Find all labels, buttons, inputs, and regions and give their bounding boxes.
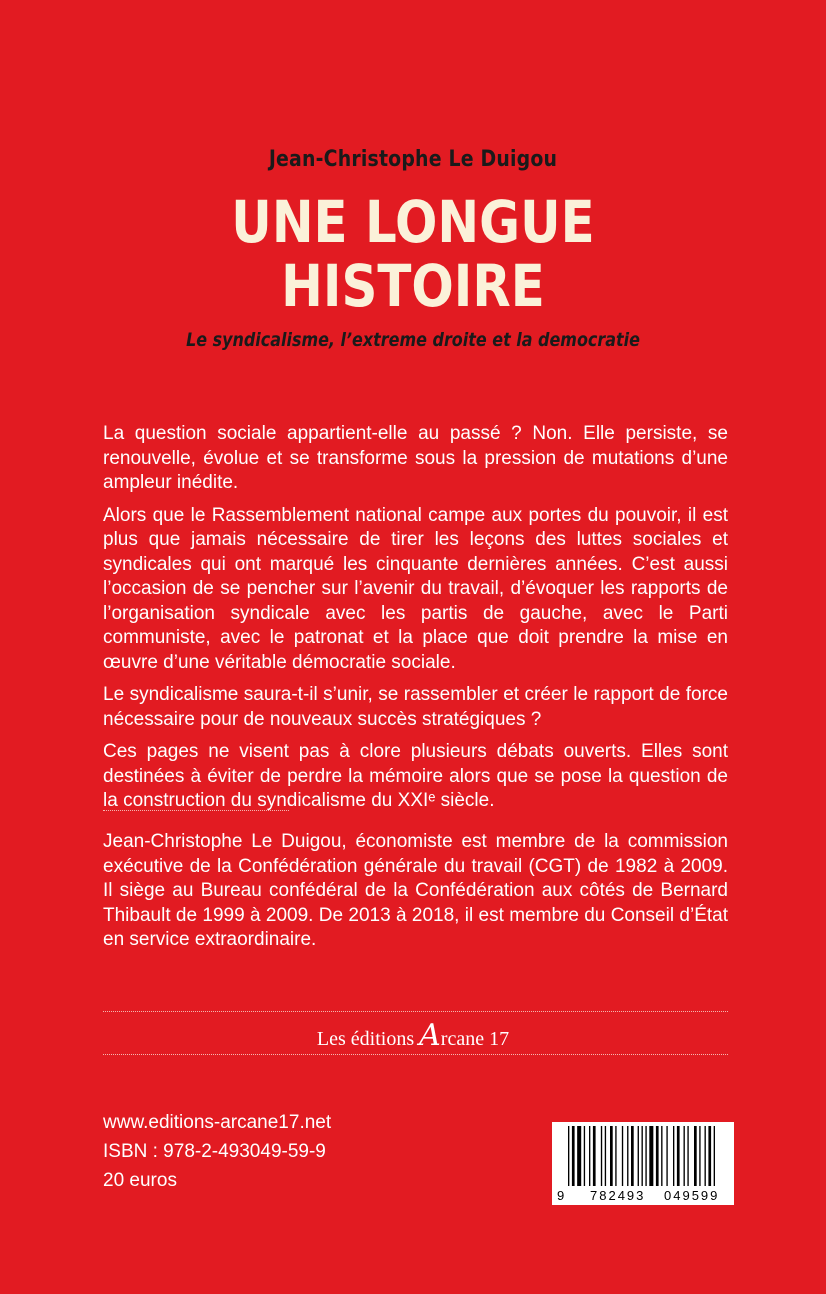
barcode-bar: [714, 1126, 715, 1186]
barcode-graphic: [552, 1122, 734, 1205]
dotted-divider-top: [103, 1011, 728, 1012]
barcode-bar: [610, 1126, 613, 1186]
barcode-bar: [673, 1126, 674, 1186]
blurb: [103, 422, 728, 822]
barcode-digit-first: 9: [557, 1188, 565, 1203]
publisher-prefix: Les éditions: [316, 1028, 420, 1050]
barcode-digits-right: 049599: [664, 1188, 720, 1203]
barcode-bar: [708, 1126, 711, 1186]
barcode-bar: [684, 1126, 685, 1186]
author-bio: Jean-Christophe Le Duigou, économiste est membre de la commission exécutive de la Confédération générale du travail (CGT) de 1982 à 2009. Il siège au Bureau confédéral de la Confédération aux côtés de Bernard Thibault de 1999 à 2009. De 2013 à 2018, il est membre du Conseil d’État en service extraordinaire.: [103, 831, 728, 950]
barcode-bar: [642, 1126, 643, 1186]
isbn-number: ISBN : 978-2-493049-59-9: [103, 1141, 326, 1162]
website-url: www.editions-arcane17.net: [103, 1112, 332, 1133]
barcode-bar: [589, 1126, 590, 1186]
blurb-paragraph: Ces pages ne visent pas à clore plusieurs débats ouverts. Elles sont destinées à éviter de perdre la mémoire alors que se pose la question de la construction du syndicalisme du XXIᵉ siècle.: [103, 741, 728, 811]
blurb-paragraph: La question sociale appartient-elle au passé ? Non. Elle persiste, se renouvelle, évolue et se transforme sous la pression de mutations d’une ampleur inédite.: [103, 423, 728, 493]
barcode-bar: [699, 1126, 700, 1186]
book-subtitle: Le syndicalisme, l’extreme droite et la democratie: [186, 329, 640, 351]
publisher-info: [103, 1108, 331, 1195]
barcode-bar: [677, 1126, 680, 1186]
book-title-line-2: HISTOIRE: [281, 252, 545, 320]
barcode-bar: [627, 1126, 628, 1186]
barcode-bar: [656, 1126, 659, 1186]
barcode-bar: [705, 1126, 706, 1186]
barcode-bar: [649, 1126, 653, 1186]
barcode-bar: [694, 1126, 697, 1186]
barcode-bar: [622, 1126, 623, 1186]
barcode-bar: [584, 1126, 585, 1186]
barcode-bar: [666, 1126, 667, 1186]
barcode-bar: [661, 1126, 662, 1186]
barcode-bar: [687, 1126, 688, 1186]
isbn-barcode: [552, 1122, 734, 1205]
barcode-bar: [645, 1126, 646, 1186]
barcode-digits-left: 782493: [590, 1188, 646, 1203]
publisher-logo: [0, 1018, 826, 1053]
author-name: Jean-Christophe Le Duigou: [268, 147, 558, 172]
dotted-divider-bottom: [103, 1054, 728, 1055]
barcode-bar: [601, 1126, 602, 1186]
blurb-paragraph: Alors que le Rassemblement national campe aux portes du pouvoir, il est plus que jamais nécessaire de tirer les leçons des luttes sociales et syndicales qui ont marqué les cinquante dernières années. C’est aussi l’occasion de se pencher sur l’avenir du travail, d’évoquer les rapports de l’organisation syndicale avec les partis de gauche, avec le Parti communiste, avec le patronat et la place que doit prendre la mise en œuvre d’une véritable démocratie sociale.: [103, 504, 728, 673]
publisher-logo-letter: A: [419, 1018, 441, 1053]
barcode-bar: [638, 1126, 639, 1186]
price: 20 euros: [103, 1170, 177, 1191]
short-dotted-divider: [103, 810, 289, 811]
barcode-bar: [572, 1126, 575, 1186]
barcode-bar: [577, 1126, 581, 1186]
barcode-bar: [605, 1126, 606, 1186]
barcode-bar: [593, 1126, 596, 1186]
barcode-bar: [615, 1126, 616, 1186]
barcode-bar: [631, 1126, 634, 1186]
barcode-bar: [568, 1126, 569, 1186]
publisher-name-rest: rcane 17: [440, 1028, 510, 1050]
blurb-paragraph: Le syndicalisme saura-t-il s’unir, se rassembler et créer le rapport de force nécessaire pour de nouveaux succès stratégiques ?: [103, 684, 728, 730]
book-title-line-1: UNE LONGUE: [231, 188, 595, 256]
